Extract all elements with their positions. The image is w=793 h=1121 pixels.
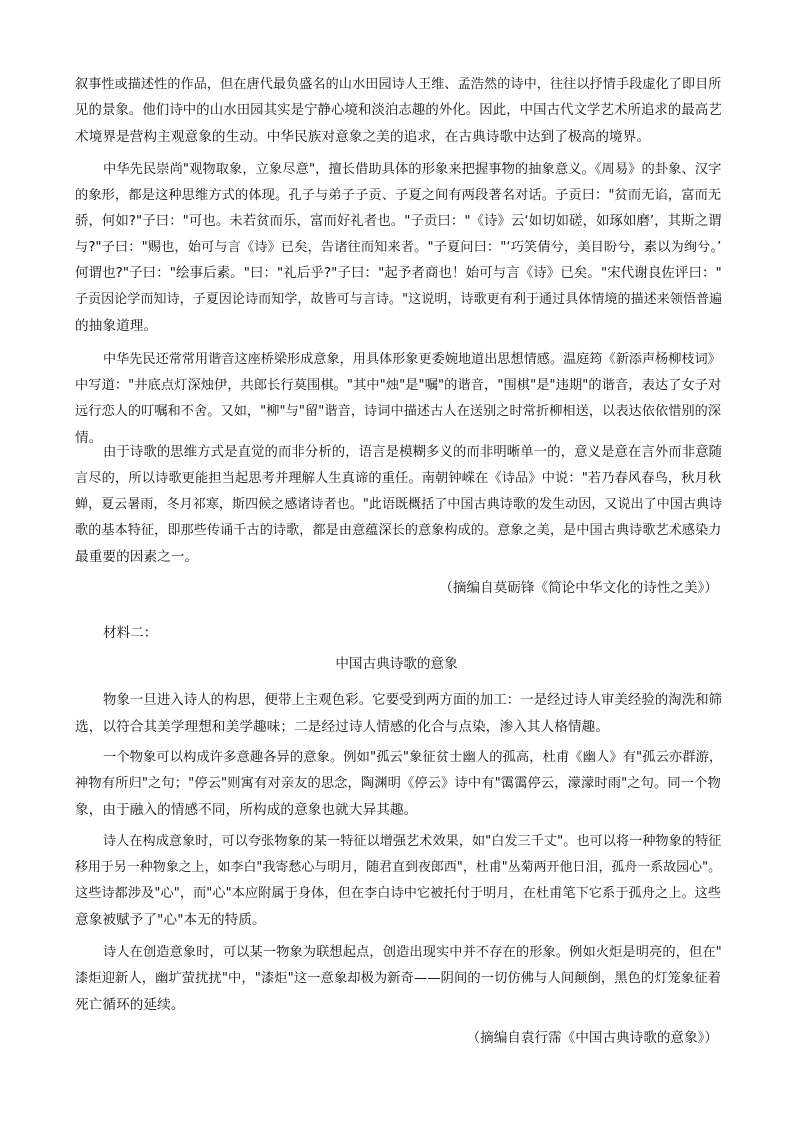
text-line: 何谓也?"子曰："绘事后素。"曰："礼后乎?"子曰："起予者商也！始可与言《诗》已矣。"宋代谢良佐评曰：" — [75, 266, 722, 281]
text-line: 中华先民崇尚"观物取象，立象尽意"，擅长借助具体的形象来把握事物的抽象意义。《周易》的卦象、汉字 — [103, 162, 722, 177]
text-line: 一个物象可以构成许多意趣各异的意象。例如"孤云"象征贫士幽人的孤高，杜甫《幽人》有"孤云亦群游， — [103, 750, 723, 765]
paragraph-guyun — [75, 745, 725, 823]
text-line: 的象形，都是这种思维方式的体现。孔子与弟子子贡、子夏之间有两段著名对话。子贡曰："贫而无谄，富而无 — [75, 188, 722, 203]
text-line: 选，以符合其美学理想和美学趣味；二是经过诗人情感的化合与点染，渗入其人格情趣。 — [75, 719, 610, 735]
text-line: 蝉，夏云暑雨，冬月祁寒，斯四候之感诸诗者也。"此语既概括了中国古典诗歌的发生动因，又说出了中国古典诗 — [75, 497, 723, 512]
text-line: 物象一旦进入诗人的构思，便带上主观色彩。它要受到两方面的加工：一是经过诗人审美经验的淘洗和筛 — [103, 693, 723, 708]
source-citation-1: （摘编自莫砺锋《简论中华文化的诗性之美》） — [439, 580, 718, 596]
text-line: 见的景象。他们诗中的山水田园其实是宁静心境和淡泊志趣的外化。因此，中国古代文学艺术所追求的最高艺 — [75, 103, 722, 118]
source-citation-2: （摘编自袁行霈《中国古典诗歌的意象》） — [466, 1030, 718, 1046]
text-line: 远行恋人的叮嘱和不舍。又如，"柳"与"留"谐音，诗词中描述古人在送别之时常折柳相送，以表达依依惜别的深 — [75, 404, 722, 419]
paragraph-intro — [75, 72, 725, 150]
text-line: 由于诗歌的思维方式是直觉的而非分析的，语言是模糊多义的而非明晰单一的，意义是意在言外而非意随 — [103, 445, 723, 460]
text-line: 这些诗都涉及"心"，而"心"本应附属于身体，但在李白诗中它被托付于明月，在杜甫笔下它系于孤舟之上。这些 — [75, 886, 722, 901]
text-line: 言尽的，所以诗歌更能担当起思考并理解人生真谛的重任。南朝钟嵘在《诗品》中说："若乃春风春鸟，秋月秋 — [75, 471, 722, 486]
text-line: 的抽象道理。 — [75, 318, 158, 334]
section-title: 中国古典诗歌的意象 — [335, 656, 458, 672]
text-line: 诗人在创造意象时，可以某一物象为联想起点，创造出现实中并不存在的形象。例如火炬是明亮的，但在" — [103, 945, 722, 960]
paragraph-association — [75, 940, 725, 1018]
paragraph-homophone — [75, 347, 725, 451]
text-line: 叙事性或描述性的作品，但在唐代最负盛名的山水田园诗人王维、孟浩然的诗中，往往以抒情手段虚化了即目所 — [75, 77, 722, 92]
text-line: 歌的基本特征，即那些传诵千古的诗歌，都是由意蕴深长的意象构成的。意象之美，是中国古典诗歌艺术感染力 — [75, 523, 722, 538]
material-label: 材料二： — [103, 625, 158, 641]
text-line: 漆炬迎新人，幽圹萤扰扰"中，"漆炬"这一意象却极为新奇——阴间的一切仿佛与人间颠倒，黑色的灯笼象征着 — [75, 971, 722, 986]
text-line: 诗人在构成意象时，可以夸张物象的某一特征以增强艺术效果，如"白发三千丈"。也可以将一种物象的特征 — [103, 834, 722, 849]
text-line: 术境界是营构主观意象的生动。中华民族对意象之美的追求，在古典诗歌中达到了极高的境界。 — [75, 129, 651, 145]
paragraph-exaggeration — [75, 829, 725, 933]
text-line: 象，由于融入的情感不同，所构成的意象也就大异其趣。 — [75, 802, 418, 818]
text-line: 与?"子曰："赐也，始可与言《诗》已矣，告诸往而知来者。"子夏问曰："‘巧笑倩兮，美目盼兮，素以为绚兮。’ — [75, 240, 722, 255]
paragraph-processing — [75, 688, 725, 740]
paragraph-zhouyi — [75, 157, 725, 339]
text-line: 子贡因论学而知诗，子夏因论诗而知学，故皆可与言诗。"这说明，诗歌更有利于通过具体情境的描述来领悟普遍 — [75, 292, 723, 307]
text-line: 情。 — [75, 430, 103, 446]
paragraph-thinking — [75, 440, 725, 570]
text-line: 骄，何如?"子曰："可也。未若贫而乐，富而好礼者也。"子贡曰："《诗》云‘如切如磋，如琢如磨’，其斯之谓 — [75, 214, 722, 229]
text-line: 最重要的因素之一。 — [75, 549, 199, 565]
text-line: 死亡循环的延续。 — [75, 997, 185, 1013]
text-line: 移用于另一种物象之上，如李白"我寄愁心与明月，随君直到夜郎西"，杜甫"丛菊两开他日泪，孤舟一系故园心"。 — [75, 860, 722, 875]
text-line: 神物有所归"之句；"停云"则寓有对亲友的思念，陶渊明《停云》诗中有"霭霭停云，濛濛时雨"之句。同一个物 — [75, 776, 721, 791]
text-line: 意象被赋予了"心"本无的特质。 — [75, 912, 266, 928]
text-line: 中华先民还常常用谐音这座桥梁形成意象，用具体形象更委婉地道出思想情感。温庭筠《新添声杨柳枝词》 — [103, 352, 721, 367]
text-line: 中写道："井底点灯深烛伊，共郎长行莫围棋。"其中"烛"是"嘱"的谐音，"围棋"是"违期"的谐音，表达了女子对 — [75, 378, 722, 393]
